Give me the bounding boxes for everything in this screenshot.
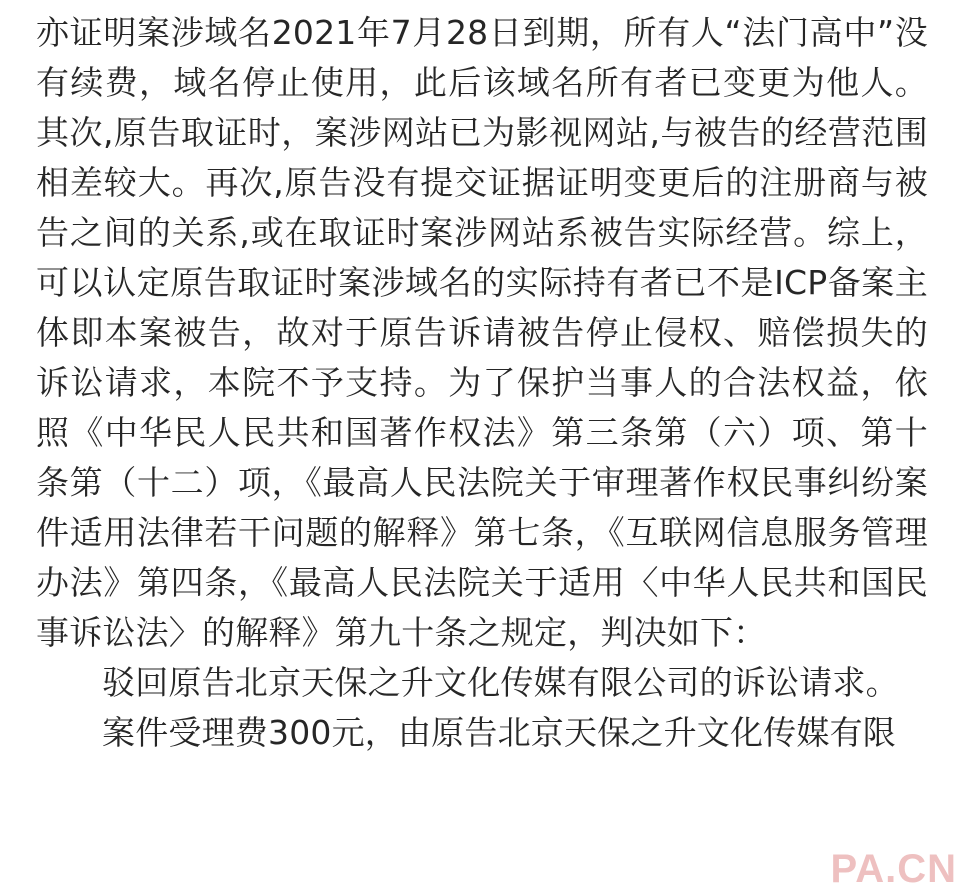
document-text-body bbox=[36, 8, 928, 758]
paragraph-2: 驳回原告北京天保之升文化传媒有限公司的诉讼请求。 bbox=[102, 663, 899, 702]
paragraph-1: 亦证明案涉域名2021年7月28日到期，所有人“法门高中”没有续费，域名停止使用，此后该域名所有者已变更为他人。其次,原告取证时，案涉网站已为影视网站,与被告的经营范围相差较大。再次,原告没有提交证据证明变更后的注册商与被告之间的关系,或在取证时案涉网站系被告实际经营。综上，可以认定原告取证时案涉域名的实际持有者已不是ICP备案主体即本案被告，故对于原告诉请被告停止侵权、赔偿损失的诉讼请求，本院不予支持。为了保护当事人的合法权益，依照《中华民人民共和国著作权法》第三条第（六）项、第十条第（十二）项，《最高人民法院关于审理著作权民事纠纷案件适用法律若干问题的解释》第七条，《互联网信息服务管理办法》第四条，《最高人民法院关于适用〈中华人民共和国民事诉讼法〉的解释》第九十条之规定，判决如下： bbox=[36, 13, 928, 652]
watermark-label: PA.CN bbox=[830, 847, 957, 891]
paragraph-3: 案件受理费300元，由原告北京天保之升文化传媒有限 bbox=[102, 713, 896, 752]
